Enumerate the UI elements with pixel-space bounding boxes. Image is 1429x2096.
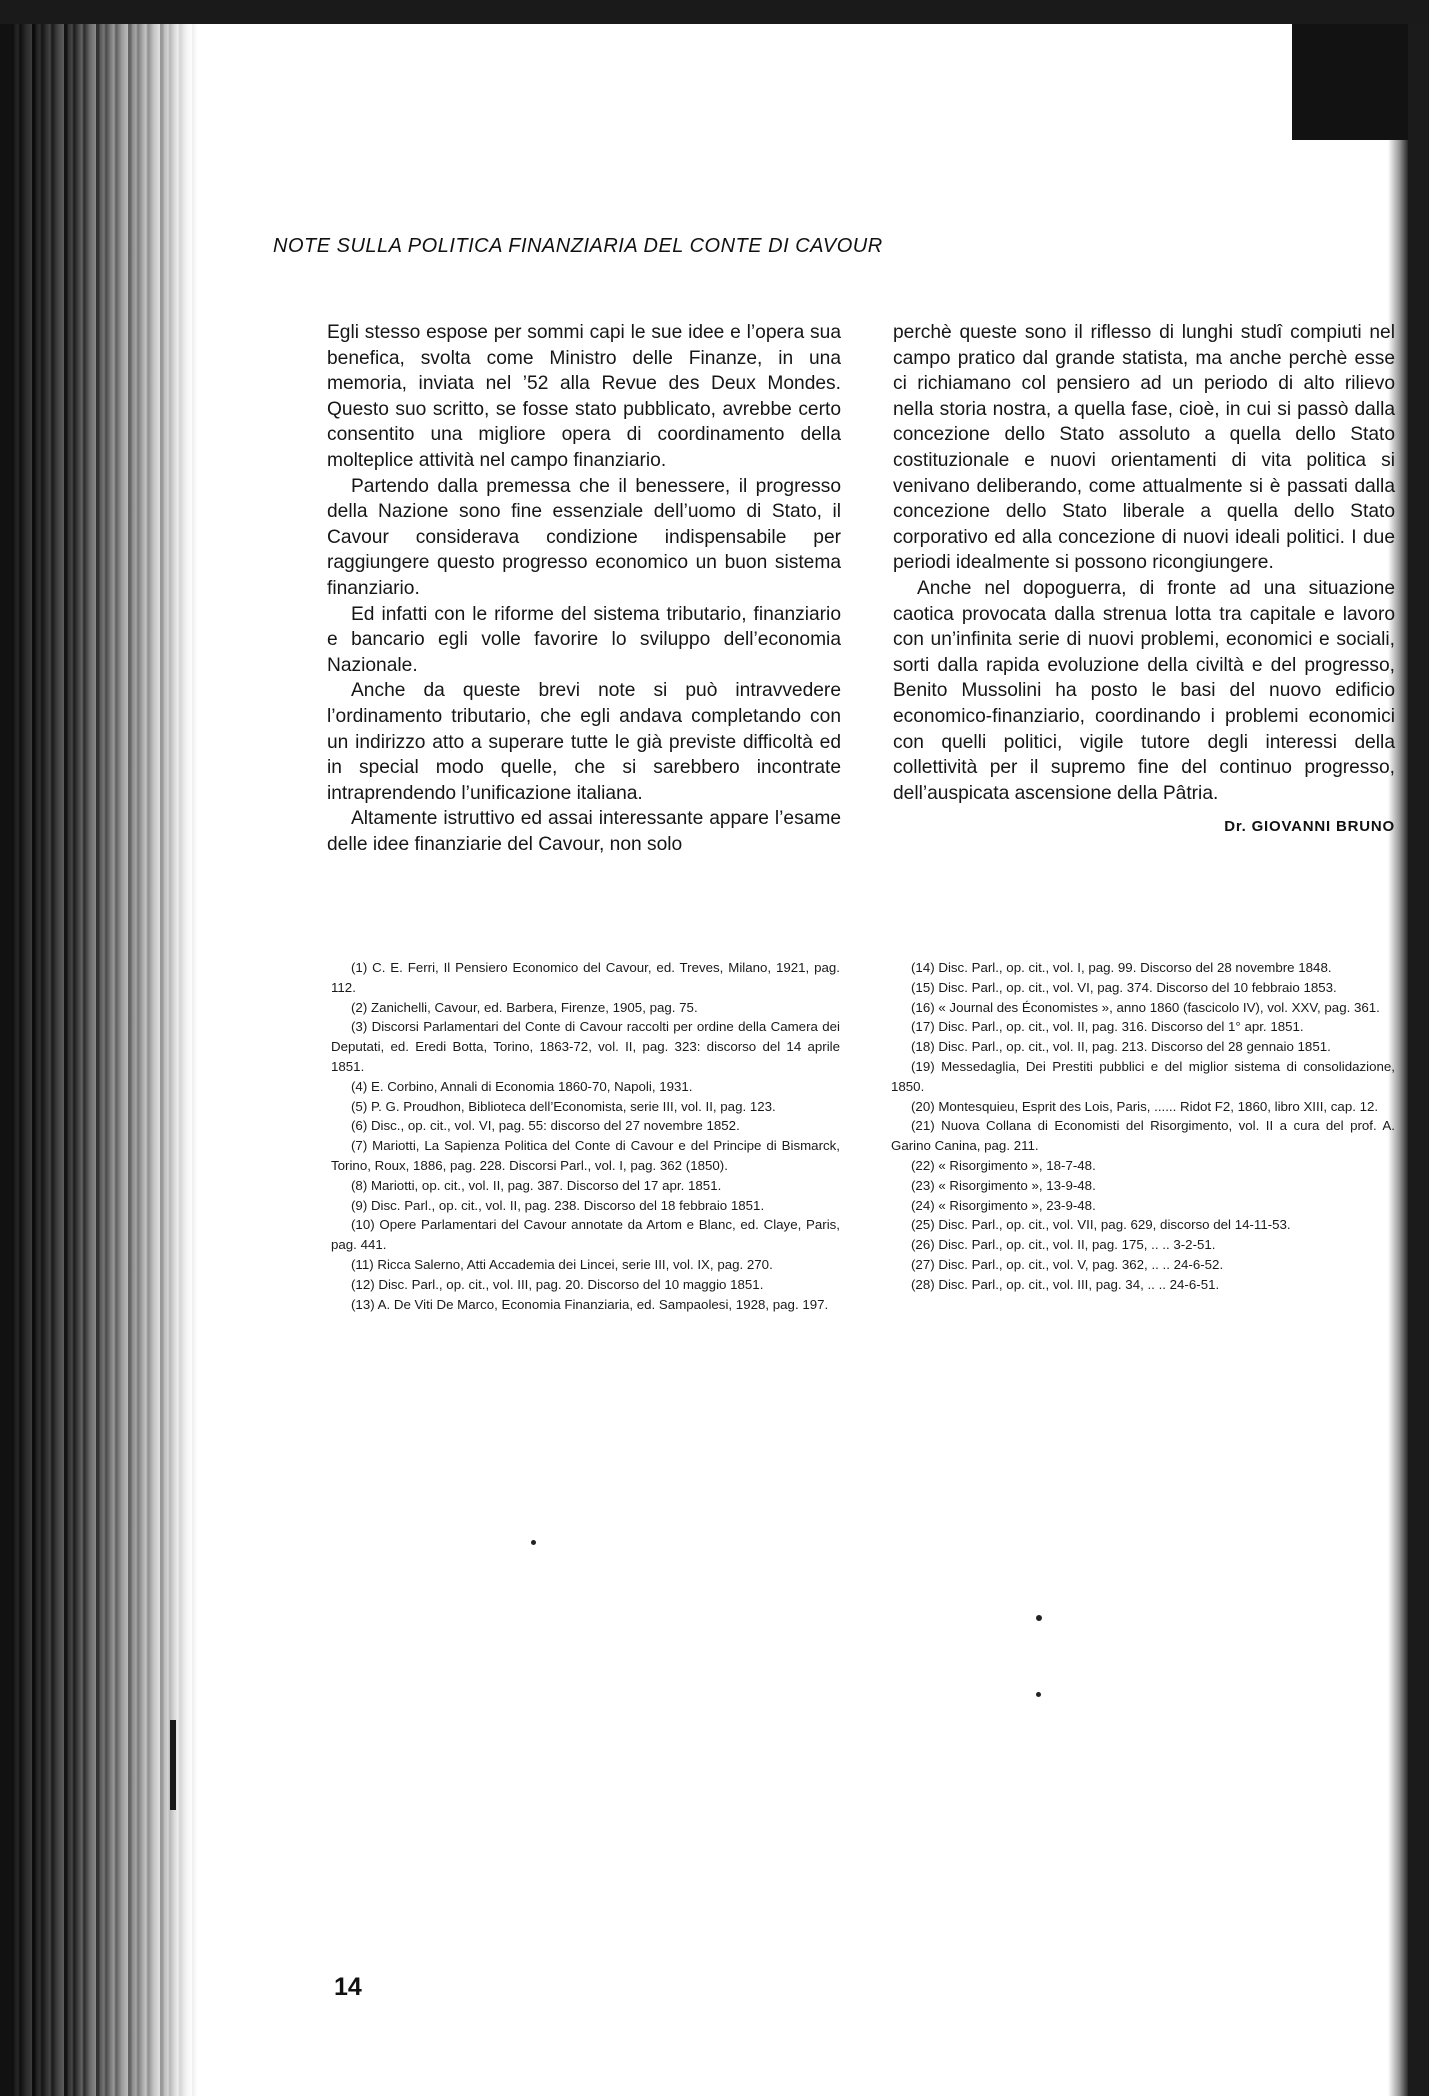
footnote: (5) P. G. Proudhon, Biblioteca dell’Economista, serie III, vol. II, pag. 123. (351, 1098, 776, 1114)
page-number: 14 (334, 1973, 362, 2001)
footnote: (20) Montesquieu, Esprit des Lois, Paris, ...... Ridot F2, 1860, libro XIII, cap. 12. (911, 1098, 1379, 1114)
footnote: (18) Disc. Parl., op. cit., vol. II, pag. 213. Discorso del 28 gennaio 1851. (911, 1039, 1331, 1055)
footnote: (10) Opere Parlamentari del Cavour annotate da Artom e Blanc, ed. Claye, Paris, pag. 441. (331, 1217, 840, 1253)
paragraph: perchè queste sono il riflesso di lunghi studî compiuti nel campo pratico dal grande statista, ma anche perchè esse ci richiamano col pensiero ad un periodo di alto rilievo nella storia nostra, a quella fase, cioè, in cui si passò dalla concezione dello Stato assoluto a quella dello Stato costituzionale e nuovi orientamenti di vita politica si venivano deliberando, come attualmente si è passati dalla concezione dello Stato liberale a quella dello Stato corporativo ed alla concezione di nuovi ideali politici. I due periodi idealmente si possono ricongiungere. (893, 322, 1395, 574)
footnote: (22) « Risorgimento », 18-7-48. (911, 1157, 1096, 1173)
footnote: (27) Disc. Parl., op. cit., vol. V, pag. 362, .. .. 24-6-52. (911, 1256, 1224, 1272)
scan-speck (1036, 1615, 1042, 1621)
paragraph: Egli stesso espose per sommi capi le sue idee e l’opera sua benefica, svolta come Ministro delle Finanze, in una memoria, inviata nel ’52 alla Revue des Deux Mondes. Questo suo scritto, se fosse stato pubblicato, avrebbe certo consentito una migliore opera di coordinamento della molteplice attività nel campo finanziario. (327, 322, 841, 471)
footnote: (3) Discorsi Parlamentari del Conte di Cavour raccolti per ordine della Camera dei Deputati, ed. Eredi Botta, Torino, 1863-72, vol. II, pag. 323: discorso del 14 aprile 1851. (331, 1019, 840, 1074)
footnote: (2) Zanichelli, Cavour, ed. Barbera, Firenze, 1905, pag. 75. (351, 999, 698, 1015)
author-signature: Dr. GIOVANNI BRUNO (1224, 818, 1395, 836)
body-column-right (893, 320, 1395, 840)
footnotes-right (891, 958, 1395, 1295)
footnote: (28) Disc. Parl., op. cit., vol. III, pag. 34, .. .. 24-6-51. (911, 1276, 1220, 1292)
footnote: (19) Messedaglia, Dei Prestiti pubblici e del miglior sistema di consolidazione, 1850. (891, 1058, 1395, 1094)
footnote: (24) « Risorgimento », 23-9-48. (911, 1197, 1096, 1213)
scan-mark (170, 1720, 176, 1810)
scan-border-left (0, 24, 14, 2096)
footnote: (6) Disc., op. cit., vol. VI, pag. 55: discorso del 27 novembre 1852. (351, 1118, 740, 1134)
scan-speck (531, 1540, 536, 1545)
paragraph: Ed infatti con le riforme del sistema tributario, finanziario e bancario egli volle favorire lo sviluppo dell’economia Nazionale. (327, 603, 841, 676)
footnote: (14) Disc. Parl., op. cit., vol. I, pag. 99. Discorso del 28 novembre 1848. (911, 960, 1332, 975)
footnote: (25) Disc. Parl., op. cit., vol. VII, pag. 629, discorso del 14-11-53. (911, 1217, 1291, 1233)
paragraph: Partendo dalla premessa che il benessere, il progresso della Nazione sono fine essenziale dell’uomo di Stato, il Cavour considerava condizione indispensabile per raggiungere questo progresso economico un buon sistema finanziario. (327, 475, 841, 599)
footnote: (23) « Risorgimento », 13-9-48. (911, 1177, 1096, 1193)
scan-border-top (0, 0, 1429, 24)
paragraph: Anche nel dopoguerra, di fronte ad una situazione caotica provocata dalla strenua lotta tra capitale e lavoro con un’infinita serie di nuovi problemi, economici e sociali, sorti dalla rapida evoluzione della civiltà e del progresso, Benito Mussolini ha posto le basi del nuovo edificio economico-finanziario, coordinando i problemi economici con quelli politici, vigile tutore degli interessi della collettività per il supremo fine del continuo progresso, dell’auspicata ascensione della Pâtria. (893, 577, 1395, 804)
footnote: (7) Mariotti, La Sapienza Politica del Conte di Cavour e del Principe di Bismarck, Torino, Roux, 1886, pag. 228. Discorsi Parl., vol. I, pag. 362 (1850). (331, 1138, 840, 1173)
footnote: (12) Disc. Parl., op. cit., vol. III, pag. 20. Discorso del 10 maggio 1851. (351, 1276, 764, 1292)
scan-border-right (1408, 24, 1429, 2096)
footnote: (9) Disc. Parl., op. cit., vol. II, pag. 238. Discorso del 18 febbraio 1851. (351, 1197, 765, 1213)
footnote: (21) Nuova Collana di Economisti del Risorgimento, vol. II a cura del prof. A. Garino Canina, pag. 211. (891, 1118, 1395, 1154)
footnote: (4) E. Corbino, Annali di Economia 1860-70, Napoli, 1931. (351, 1078, 693, 1094)
footnote: (17) Disc. Parl., op. cit., vol. II, pag. 316. Discorso del 1° apr. 1851. (911, 1019, 1304, 1035)
footnote: (16) « Journal des Économistes », anno 1860 (fascicolo IV), vol. XXV, pag. 361. (911, 999, 1380, 1015)
footnote: (1) C. E. Ferri, Il Pensiero Economico del Cavour, ed. Treves, Milano, 1921, pag. 112. (331, 960, 840, 995)
paragraph: Altamente istruttivo ed assai interessante appare l’esame delle idee finanziarie del Cavour, non solo (327, 808, 841, 855)
footnote: (15) Disc. Parl., op. cit., vol. VI, pag. 374. Discorso del 10 febbraio 1853. (911, 979, 1337, 995)
scan-speck (1036, 1692, 1041, 1697)
footnote: (13) A. De Viti De Marco, Economia Finanziaria, ed. Sampaolesi, 1928, pag. 197. (351, 1296, 829, 1312)
footnote: (11) Ricca Salerno, Atti Accademia dei Lincei, serie III, vol. IX, pag. 270. (351, 1256, 773, 1272)
footnotes-left (331, 958, 840, 1314)
running-head: NOTE SULLA POLITICA FINANZIARIA DEL CONTE DI CAVOUR (273, 235, 883, 257)
footnote: (26) Disc. Parl., op. cit., vol. II, pag. 175, .. .. 3-2-51. (911, 1237, 1216, 1253)
paragraph: Anche da queste brevi note si può intravvedere l’ordinamento tributario, che egli andava completando con un indirizzo atto a superare tutte le già previste difficoltà ed in special modo quelle, che si sarebbero incontrate intraprendendo l’unificazione italiana. (327, 680, 841, 804)
body-column-left (327, 320, 841, 857)
scan-page-edges-left (0, 24, 198, 2096)
footnote: (8) Mariotti, op. cit., vol. II, pag. 387. Discorso del 17 apr. 1851. (351, 1177, 722, 1193)
